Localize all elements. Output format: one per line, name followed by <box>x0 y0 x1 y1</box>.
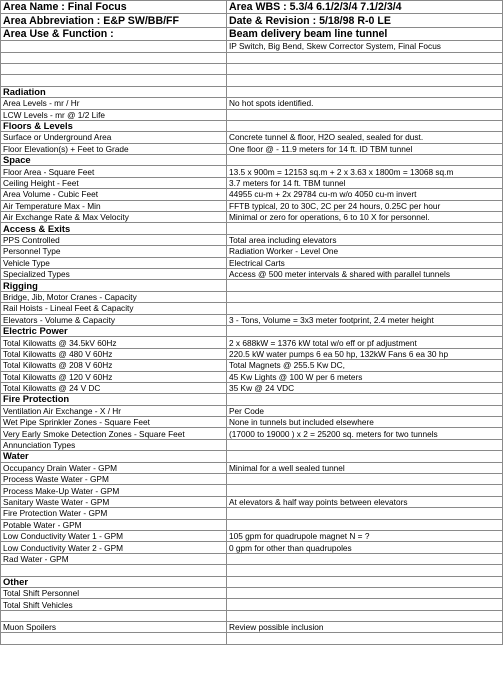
table-row <box>1 462 503 473</box>
row-label-cell: LCW Levels - mr @ 1/2 Life <box>1 109 227 120</box>
row-label-cell: Area Volume - Cubic Feet <box>1 189 227 200</box>
row-value-cell <box>227 610 503 621</box>
row-label-cell: Fire Protection Water - GPM <box>1 508 227 519</box>
section-header-row <box>1 223 503 234</box>
row-label-cell: Bridge, Jib, Motor Cranes - Capacity <box>1 291 227 302</box>
title-row <box>1 27 503 40</box>
section-header-row <box>1 394 503 405</box>
row-value-cell <box>227 291 503 302</box>
row-label-cell <box>1 75 227 86</box>
row-value-cell: Concrete tunnel & floor, H2O sealed, sealed for dust. <box>227 132 503 143</box>
table-row <box>1 257 503 268</box>
section-header-row <box>1 120 503 131</box>
row-value-cell <box>227 553 503 564</box>
section-header-row <box>1 280 503 291</box>
table-row <box>1 63 503 74</box>
table-row <box>1 337 503 348</box>
row-label-cell: Fire Protection <box>1 394 227 405</box>
row-value-cell <box>227 223 503 234</box>
row-label-cell: Air Temperature Max - Min <box>1 200 227 211</box>
row-value-cell: Area WBS : 5.3/4 6.1/2/3/4 7.1/2/3/4 <box>227 1 503 14</box>
row-label-cell: Floors & Levels <box>1 120 227 131</box>
table-row <box>1 291 503 302</box>
row-label-cell: Total Kilowatts @ 34.5kV 60Hz <box>1 337 227 348</box>
table-row <box>1 371 503 382</box>
row-label-cell: Ceiling Height - Feet <box>1 177 227 188</box>
row-value-cell <box>227 565 503 576</box>
row-value-cell: 0 gpm for other than quadrupoles <box>227 542 503 553</box>
row-label-cell: Very Early Smoke Detection Zones - Square Feet <box>1 428 227 439</box>
table-row <box>1 75 503 86</box>
table-row <box>1 360 503 371</box>
row-value-cell <box>227 75 503 86</box>
row-value-cell: Date & Revision : 5/18/98 R-0 LE <box>227 14 503 27</box>
section-header-row <box>1 576 503 587</box>
table-row <box>1 212 503 223</box>
table-row <box>1 405 503 416</box>
row-value-cell <box>227 120 503 131</box>
row-value-cell: Review possible inclusion <box>227 622 503 633</box>
row-value-cell <box>227 303 503 314</box>
row-value-cell: 105 gpm for quadrupole magnet N = ? <box>227 530 503 541</box>
row-label-cell: Space <box>1 155 227 166</box>
table-row <box>1 348 503 359</box>
table-row <box>1 382 503 393</box>
section-header-row <box>1 86 503 97</box>
row-label-cell: Potable Water - GPM <box>1 519 227 530</box>
title-row <box>1 1 503 14</box>
row-label-cell: Area Name : Final Focus <box>1 1 227 14</box>
section-header-row <box>1 325 503 336</box>
section-header-row <box>1 451 503 462</box>
row-label-cell <box>1 63 227 74</box>
row-value-cell <box>227 519 503 530</box>
table-row <box>1 622 503 633</box>
row-label-cell: Low Conductivity Water 1 - GPM <box>1 530 227 541</box>
row-label-cell <box>1 52 227 63</box>
row-value-cell: Radiation Worker - Level One <box>227 246 503 257</box>
table-row <box>1 610 503 621</box>
row-value-cell <box>227 576 503 587</box>
table-row <box>1 200 503 211</box>
row-value-cell <box>227 52 503 63</box>
row-label-cell: Floor Elevation(s) + Feet to Grade <box>1 143 227 154</box>
table-row <box>1 143 503 154</box>
row-label-cell: Surface or Underground Area <box>1 132 227 143</box>
table-row <box>1 41 503 52</box>
row-label-cell: Total Shift Vehicles <box>1 599 227 610</box>
row-value-cell <box>227 599 503 610</box>
row-value-cell <box>227 280 503 291</box>
row-label-cell: Muon Spoilers <box>1 622 227 633</box>
row-label-cell: Area Levels - mr / Hr <box>1 98 227 109</box>
row-value-cell: No hot spots identified. <box>227 98 503 109</box>
row-value-cell <box>227 109 503 120</box>
table-row <box>1 246 503 257</box>
row-label-cell: Total Kilowatts @ 24 V DC <box>1 382 227 393</box>
row-value-cell: Access @ 500 meter intervals & shared with parallel tunnels <box>227 268 503 279</box>
row-label-cell: Wet Pipe Sprinkler Zones - Square Feet <box>1 417 227 428</box>
row-value-cell <box>227 508 503 519</box>
row-label-cell: Area Use & Function : <box>1 27 227 40</box>
table-row <box>1 439 503 450</box>
table-row <box>1 599 503 610</box>
row-label-cell: Low Conductivity Water 2 - GPM <box>1 542 227 553</box>
row-label-cell: Vehicle Type <box>1 257 227 268</box>
table-row <box>1 542 503 553</box>
row-label-cell: Rigging <box>1 280 227 291</box>
row-value-cell: 220.5 kW water pumps 6 ea 50 hp, 132kW Fans 6 ea 30 hp <box>227 348 503 359</box>
row-value-cell: Total area including elevators <box>227 234 503 245</box>
row-label-cell <box>1 41 227 52</box>
row-value-cell <box>227 633 503 644</box>
row-value-cell <box>227 86 503 97</box>
table-row <box>1 234 503 245</box>
section-header-row <box>1 155 503 166</box>
row-label-cell: Other <box>1 576 227 587</box>
row-label-cell: PPS Controlled <box>1 234 227 245</box>
row-value-cell: At elevators & half way points between elevators <box>227 496 503 507</box>
row-value-cell <box>227 394 503 405</box>
row-label-cell: Total Kilowatts @ 480 V 60Hz <box>1 348 227 359</box>
area-spec-table-body <box>1 1 503 645</box>
row-value-cell <box>227 474 503 485</box>
row-value-cell: Electrical Carts <box>227 257 503 268</box>
title-row <box>1 14 503 27</box>
row-label-cell: Electric Power <box>1 325 227 336</box>
row-value-cell <box>227 63 503 74</box>
row-value-cell <box>227 325 503 336</box>
table-row <box>1 633 503 644</box>
table-row <box>1 52 503 63</box>
table-row <box>1 189 503 200</box>
row-value-cell <box>227 587 503 598</box>
row-value-cell: 3 - Tons, Volume = 3x3 meter footprint, 2.4 meter height <box>227 314 503 325</box>
row-label-cell <box>1 565 227 576</box>
table-row <box>1 166 503 177</box>
row-value-cell <box>227 451 503 462</box>
table-row <box>1 98 503 109</box>
row-value-cell: 45 Kw Lights @ 100 W per 6 meters <box>227 371 503 382</box>
table-row <box>1 109 503 120</box>
table-row <box>1 508 503 519</box>
table-row <box>1 553 503 564</box>
table-row <box>1 519 503 530</box>
row-label-cell <box>1 610 227 621</box>
row-label-cell: Water <box>1 451 227 462</box>
row-label-cell: Ventilation Air Exchange - X / Hr <box>1 405 227 416</box>
row-value-cell <box>227 485 503 496</box>
table-row <box>1 314 503 325</box>
table-row <box>1 177 503 188</box>
row-value-cell: 44955 cu-m + 2x 29784 cu-m w/o 4050 cu-m invert <box>227 189 503 200</box>
row-label-cell: Sanitary Waste Water - GPM <box>1 496 227 507</box>
row-label-cell: Occupancy Drain Water - GPM <box>1 462 227 473</box>
row-label-cell: Area Abbreviation : E&P SW/BB/FF <box>1 14 227 27</box>
table-row <box>1 303 503 314</box>
row-value-cell: 13.5 x 900m = 12153 sq.m + 2 x 3.63 x 1800m = 13068 sq.m <box>227 166 503 177</box>
row-label-cell: Radiation <box>1 86 227 97</box>
row-label-cell: Floor Area - Square Feet <box>1 166 227 177</box>
row-label-cell: Elevators - Volume & Capacity <box>1 314 227 325</box>
row-label-cell: Process Waste Water - GPM <box>1 474 227 485</box>
row-label-cell: Process Make-Up Water - GPM <box>1 485 227 496</box>
row-label-cell <box>1 633 227 644</box>
row-label-cell: Total Kilowatts @ 120 V 60Hz <box>1 371 227 382</box>
table-row <box>1 268 503 279</box>
row-value-cell <box>227 155 503 166</box>
row-label-cell: Total Kilowatts @ 208 V 60Hz <box>1 360 227 371</box>
row-value-cell <box>227 439 503 450</box>
row-label-cell: Personnel Type <box>1 246 227 257</box>
row-value-cell: 35 Kw @ 24 VDC <box>227 382 503 393</box>
row-label-cell: Air Exchange Rate & Max Velocity <box>1 212 227 223</box>
row-value-cell: FFTB typical, 20 to 30C, 2C per 24 hours, 0.25C per hour <box>227 200 503 211</box>
row-label-cell: Annunciation Types <box>1 439 227 450</box>
row-value-cell: 3.7 meters for 14 ft. TBM tunnel <box>227 177 503 188</box>
table-row <box>1 485 503 496</box>
table-row <box>1 417 503 428</box>
table-row <box>1 587 503 598</box>
row-value-cell: IP Switch, Big Bend, Skew Corrector System, Final Focus <box>227 41 503 52</box>
row-value-cell: One floor @ - 11.9 meters for 14 ft. ID TBM tunnel <box>227 143 503 154</box>
table-row <box>1 474 503 485</box>
row-value-cell: 2 x 688kW = 1376 kW total w/o eff or pf adjustment <box>227 337 503 348</box>
row-label-cell: Rad Water - GPM <box>1 553 227 564</box>
table-row <box>1 428 503 439</box>
table-row <box>1 530 503 541</box>
row-label-cell: Specialized Types <box>1 268 227 279</box>
row-value-cell: None in tunnels but included elsewhere <box>227 417 503 428</box>
row-value-cell: Minimal for a well sealed tunnel <box>227 462 503 473</box>
row-value-cell: (17000 to 19000 ) x 2 = 25200 sq. meters for two tunnels <box>227 428 503 439</box>
table-row <box>1 565 503 576</box>
row-label-cell: Rail Hoists - Lineal Feet & Capacity <box>1 303 227 314</box>
table-row <box>1 132 503 143</box>
row-value-cell: Minimal or zero for operations, 6 to 10 X for personnel. <box>227 212 503 223</box>
row-value-cell: Total Magnets @ 255.5 Kw DC, <box>227 360 503 371</box>
row-value-cell: Beam delivery beam line tunnel <box>227 27 503 40</box>
table-row <box>1 496 503 507</box>
row-label-cell: Access & Exits <box>1 223 227 234</box>
row-value-cell: Per Code <box>227 405 503 416</box>
row-label-cell: Total Shift Personnel <box>1 587 227 598</box>
